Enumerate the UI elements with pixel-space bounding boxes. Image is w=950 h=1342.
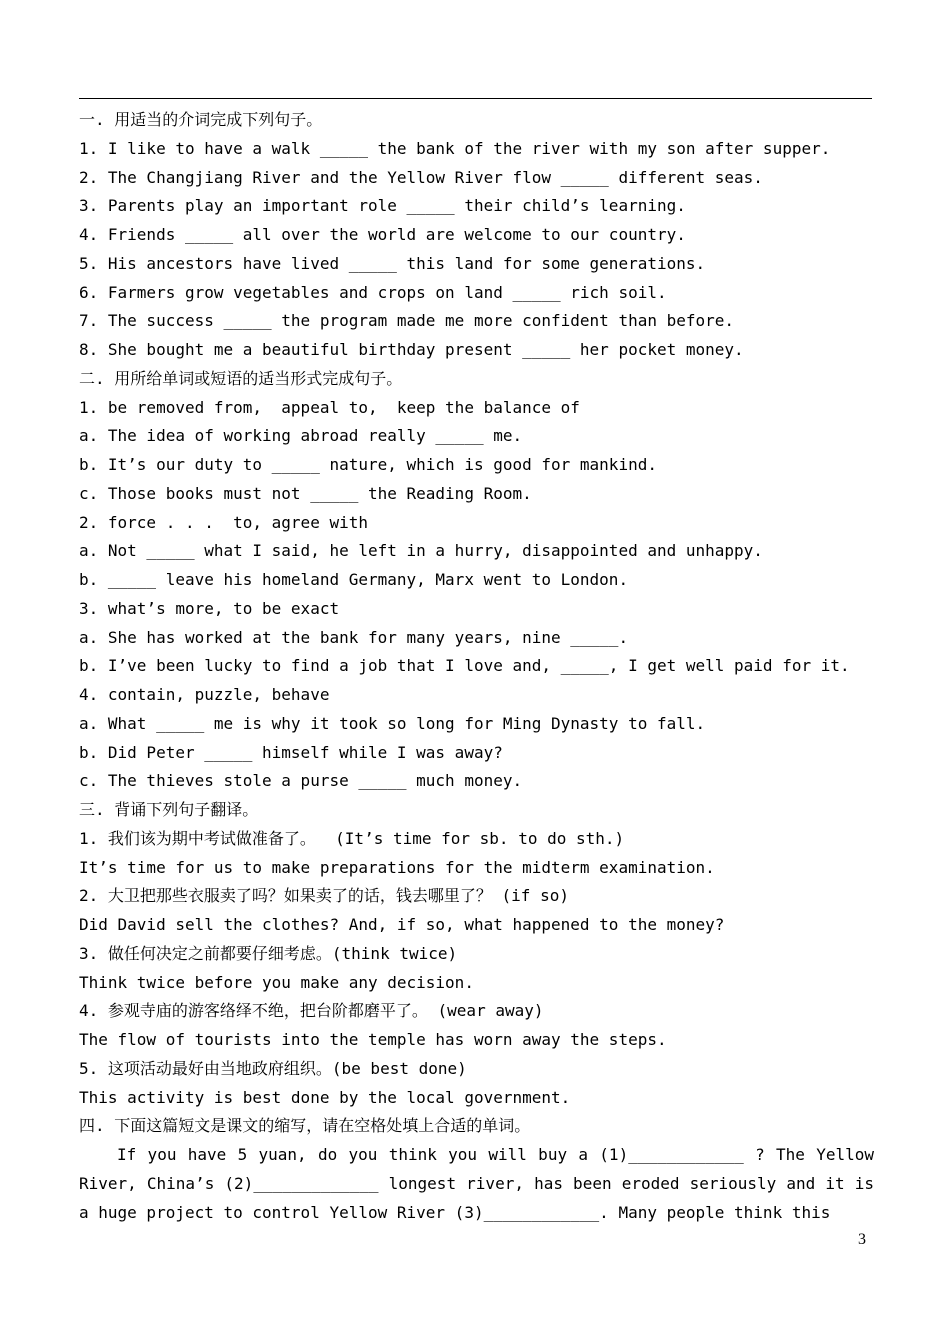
exercise-line: a. Not _____ what I said, he left in a hurry, disappointed and unhappy. bbox=[79, 541, 763, 561]
translation-prompt: 3. 做任何决定之前都要仔细考虑。(think twice) bbox=[79, 943, 458, 963]
translation-answer: It’s time for us to make preparations for the midterm examination. bbox=[79, 857, 715, 877]
header-rule bbox=[79, 98, 872, 99]
cloze-paragraph: If you have 5 yuan, do you think you will buy a (1)____________ ? The Yellow River, China’s (2)_____________ longest river, has been eroded seriously and it is a huge project to control Yellow River (3)____________. Many people think this bbox=[79, 1145, 874, 1222]
translation-answer: The flow of tourists into the temple has worn away the steps. bbox=[79, 1030, 667, 1049]
section-heading-1: 一. 用适当的介词完成下列句子。 bbox=[79, 110, 323, 129]
page-number: 3 bbox=[858, 1231, 866, 1248]
translation-answer: Did David sell the clothes? And, if so, what happened to the money? bbox=[79, 915, 725, 934]
section-heading-4: 四. 下面这篇短文是课文的缩写，请在空格处填上合适的单词。 bbox=[79, 1116, 531, 1136]
exercise-line: 7. The success _____ the program made me more confident than before. bbox=[79, 311, 735, 331]
exercise-line: 2. The Changjiang River and the Yellow River flow _____ different seas. bbox=[79, 167, 763, 187]
translation-prompt: 2. 大卫把那些衣服卖了吗？如果卖了的话，钱去哪里了？ (if so) bbox=[79, 886, 569, 906]
exercise-line: 6. Farmers grow vegetables and crops on land _____ rich soil. bbox=[79, 282, 667, 302]
section-heading-2: 二. 用所给单词或短语的适当形式完成句子。 bbox=[79, 368, 403, 388]
word-group: 1. be removed from, appeal to, keep the balance of bbox=[79, 397, 580, 417]
exercise-line: c. Those books must not _____ the Reading Room. bbox=[79, 483, 532, 503]
exercise-line: a. The idea of working abroad really _____ me. bbox=[79, 426, 523, 446]
exercise-line: 3. Parents play an important role _____ their child’s learning. bbox=[79, 196, 686, 216]
word-group: 3. what’s more, to be exact bbox=[79, 598, 340, 618]
section-heading-3: 三. 背诵下列句子翻译。 bbox=[79, 800, 259, 819]
exercise-line: a. What _____ me is why it took so long for Ming Dynasty to fall. bbox=[79, 713, 706, 733]
translation-prompt: 1. 我们该为期中考试做准备了。 (It’s time for sb. to do sth.) bbox=[79, 828, 625, 848]
exercise-line: b. I’ve been lucky to find a job that I love and, _____, I get well paid for it. bbox=[79, 656, 850, 676]
exercise-line: b. _____ leave his homeland Germany, Marx went to London. bbox=[79, 570, 629, 589]
translation-answer: Think twice before you make any decision. bbox=[79, 972, 474, 992]
translation-prompt: 5. 这项活动最好由当地政府组织。(be best done) bbox=[79, 1058, 467, 1078]
word-group: 2. force . . . to, agree with bbox=[79, 512, 368, 532]
exercise-line: a. She has worked at the bank for many years, nine _____. bbox=[79, 627, 629, 647]
translation-prompt: 4. 参观寺庙的游客络绎不绝，把台阶都磨平了。 (wear away) bbox=[79, 1001, 544, 1021]
exercise-line: b. It’s our duty to _____ nature, which is good for mankind. bbox=[79, 455, 657, 474]
exercise-line: c. The thieves stole a purse _____ much money. bbox=[79, 771, 523, 791]
worksheet-content bbox=[79, 106, 874, 1227]
word-group: 4. contain, puzzle, behave bbox=[79, 685, 330, 704]
exercise-line: 8. She bought me a beautiful birthday present _____ her pocket money. bbox=[79, 340, 744, 359]
translation-answer: This activity is best done by the local government. bbox=[79, 1087, 571, 1107]
exercise-line: 4. Friends _____ all over the world are welcome to our country. bbox=[79, 225, 686, 244]
exercise-line: b. Did Peter _____ himself while I was away? bbox=[79, 742, 503, 762]
exercise-line: 5. His ancestors have lived _____ this land for some generations. bbox=[79, 253, 706, 273]
exercise-line: 1. I like to have a walk _____ the bank of the river with my son after supper. bbox=[79, 138, 831, 158]
